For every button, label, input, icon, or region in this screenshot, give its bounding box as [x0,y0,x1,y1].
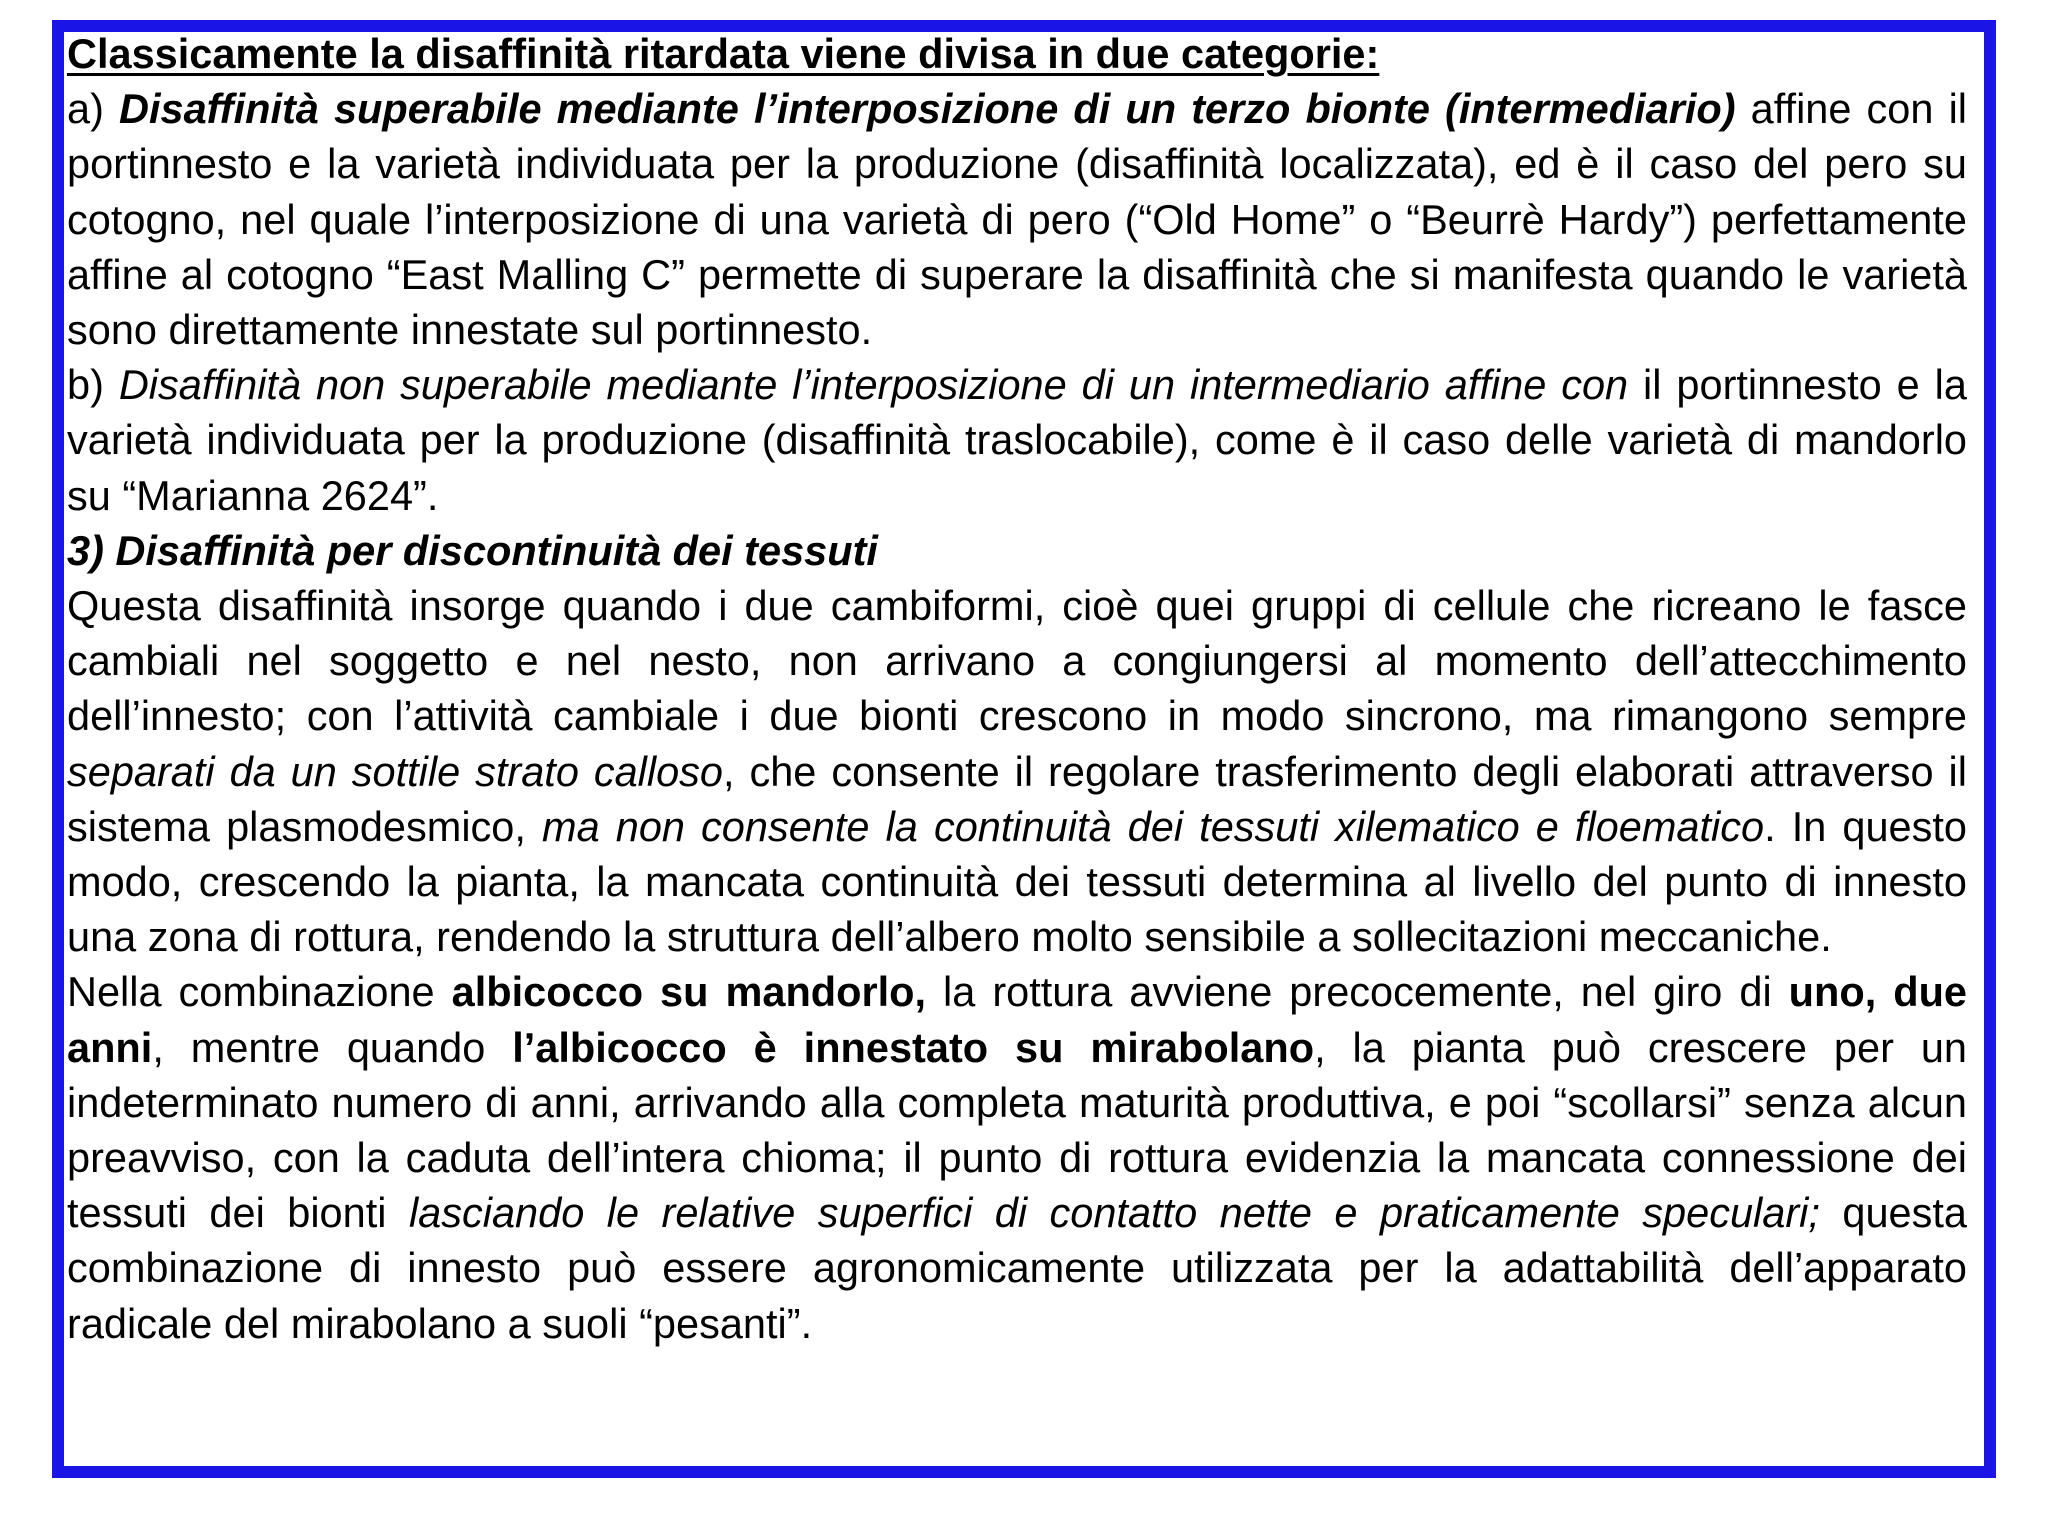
s3-p2-g: , la pianta può crescere per un indeterminato numero di anni, arrivando alla completa maturità produttiva, e poi “scollarsi” senza alcun preavviso, con la caduta dell’intera chioma; il punto di rottura evidenzia la mancata connessione dei tessuti dei bionti [67,1023,1967,1237]
section-3-paragraph-1 [67,578,1967,964]
s3-p1-e: . In questo modo, crescendo la pianta, la mancata continuità dei tessuti determina al livello del punto di innesto una zona di rottura, rendendo la struttura dell’albero molto sensibile a sollecitazioni meccaniche. [67,802,1967,961]
s3-p2-i: questa combinazione di innesto può essere agronomicamente utilizzata per la adattabilità dell’apparato radicale del mirabolano a suoli “pesanti”. [67,1189,1967,1347]
item-b-paragraph [67,357,1967,523]
s3-p1-a: Questa disaffinità insorge quando i due cambiformi, cioè quei gruppi di cellule che ricreano le fasce cambiali nel soggetto e nel nesto, non arrivano a congiungersi al momento dell’attecchimento dell’innesto; con l’attività cambiale i due bionti crescono in modo sincrono, ma rimangono sempre [67,582,1967,740]
s3-p2-c: la rottura avviene precocemente, nel giro di [926,968,1789,1016]
item-a-label: a) [67,85,120,133]
item-b-title: Disaffinità non superabile mediante l’interposizione di un intermediario affine con [118,361,1629,409]
s3-p1-c: , che consente il regolare trasferimento degli elaborati attraverso il sistema plasmodesmico, [67,747,1967,850]
section-3-paragraph-2 [67,964,1967,1350]
item-a-paragraph [67,81,1967,357]
s3-p1-d: ma non consente la continuità dei tessuti xilematico e floematico [542,802,1765,850]
s3-p2-f: l’albicocco è innestato su mirabolano [512,1023,1315,1071]
item-b-body: il portinnesto e la varietà individuata per la produzione (disaffinità traslocabile), come è il caso delle varietà di mandorlo su “Marianna 2624”. [67,361,1967,519]
document-text [67,26,1967,1351]
s3-p1-b: separati da un sottile strato calloso [67,747,724,795]
s3-p2-d: uno, due anni [67,968,1968,1071]
heading-text: Classicamente la disaffinità ritardata viene divisa in due categorie: [67,30,1380,77]
item-b-label: b) [67,361,119,409]
s3-p2-e: , mentre quando [152,1023,513,1071]
s3-p2-a: Nella combinazione [67,968,452,1016]
section-3-title-text: 3) Disaffinità per discontinuità dei tessuti [67,526,878,574]
item-a-body: affine con il portinnesto e la varietà individuata per la produzione (disaffinità localizzata), ed è il caso del pero su cotogno, nel quale l’interposizione di una varietà di pero (“Old Home” o “Beurrè Hardy”) perfettamente affine al cotogno “East Malling C” permette di superare la disaffinità che si manifesta quando le varietà sono direttamente innestate sul portinnesto. [67,85,1968,354]
heading [67,26,1967,81]
s3-p2-h: lasciando le relative superfici di contatto nette e praticamente speculari; [408,1189,1820,1237]
item-a-title: Disaffinità superabile mediante l’interposizione di un terzo bionte (intermediario) [119,85,1736,133]
s3-p2-b: albicocco su mandorlo, [451,968,927,1016]
section-3-title [67,523,1967,578]
